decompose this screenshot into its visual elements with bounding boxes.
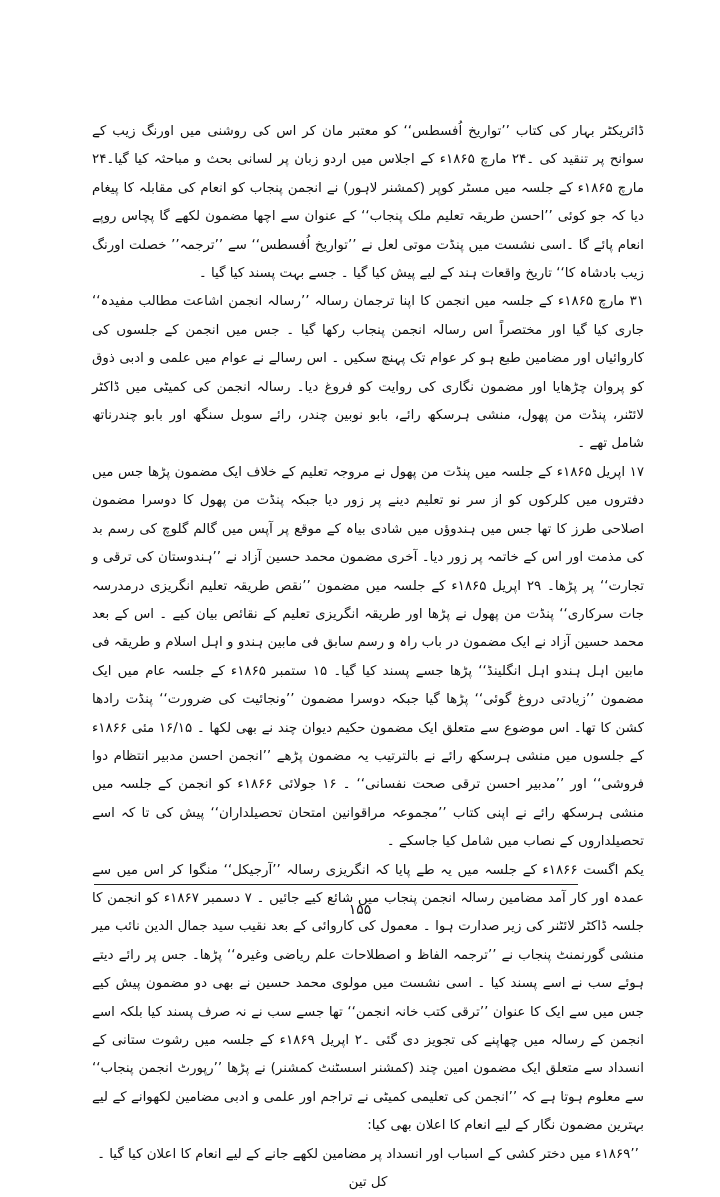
block-quote: ’’۱۸۶۹ء میں دختر کشی کے اسباب اور انسداد پر مضامین لکھے جانے کے لیے انعام کا اعلان کیا گیا ۔کل تین (97, 1146, 639, 1191)
footer-divider (94, 884, 578, 885)
paragraph-4: یکم اگست ۱۸۶۶ء کے جلسہ میں یہ طے پایا کہ انگریزی رسالہ ’’آرجیکل‘‘ منگوا کر اس میں سے عمدہ اور کار آمد مضامین رسالہ انجمن پنجاب میں شائع کیے جائیں ۔ ۷ دسمبر ۱۸۶۷ء کو انجمن کا جلسہ ڈاکٹر لائٹنر کی زیر صدارت ہوا ۔ معمول کی کاروائی کے بعد نقیب سید جمال الدین نائب میر منشی گورنمنٹ پنجاب نے ’’ترجمہ الفاظ و اصطلاحات علم ریاضی وغیرہ‘‘ پڑھا۔ جس پر رائے دیتے ہوئے سب نے اسے پسند کیا ۔ اسی نشست میں مولوی محمد حسین نے بھی دو مضمون پیش کیے جس میں سے ایک کا عنوان ’’ترقی کتب خانہ انجمن‘‘ تھا جسے سب نے نہ صرف پسند کیا بلکہ اسے انجمن کے رسالہ میں چھاپنے کی تجویز دی گئی ۔۲ اپریل ۱۸۶۹ء کے جلسہ میں رشوت ستانی کے انسداد سے متعلق ایک مضمون امین چند (کمشنر اسسٹنٹ کمشنر) نے پڑھا ’’رپورٹ انجمن پنجاب‘‘ سے معلوم ہوتا ہے کہ ’’انجمن کی تعلیمی کمیٹی نے تراجم اور علمی و ادبی مضامین لکھوانے کے لیے بہترین مضمون نگار کے لیے انعام کا اعلان بھی کیا: (92, 862, 644, 1134)
paragraph-1: ڈائریکٹر بہار کی کتاب ’’تواریخ اُفسطس‘‘ کو معتبر مان کر اس کی روشنی میں اورنگ زیب کے سوانح پر تنقید کی ۔۲۴ مارچ ۱۸۶۵ء کے اجلاس میں اردو زبان پر لسانی بحث و مباحثہ کیا گیا۔۲۴ مارچ ۱۸۶۵ء کے جلسہ میں مسٹر کوپر (کمشنر لاہور) نے انجمن پنجاب کو انعام کی مقابلہ کا پیغام دیا کہ جو کوئی ’’احسن طریقہ تعلیم ملک پنجاب‘‘ کے عنوان سے اچھا مضمون لکھے گا پچاس روپے انعام پائے گا ۔اسی نشست میں پنڈت موتی لعل نے ’’تواریخ اُفسطس‘‘ سے ’’ترجمہ’’ خصلت اورنگ زیب بادشاہ کا‘‘ تاریخ واقعات ہند کے لیے پیش کیا گیا ۔ جسے بہت پسند کیا گیا ۔ (92, 124, 644, 282)
paragraph-2: ۳۱ مارچ ۱۸۶۵ء کے جلسہ میں انجمن کا اپنا ترجمان رسالہ ’’رسالہ انجمن اشاعت مطالب مفیدہ‘‘ جاری کیا گیا اور مختصراً اس رسالہ انجمن پنجاب رکھا گیا ۔ جس میں انجمن کے جلسوں کی کاروائیاں اور مضامین طبع ہو کر عوام تک پہنچ سکیں ۔ اس رسالے نے عوام میں علمی و ادبی ذوق کو پروان چڑھایا اور مضمون نگاری کی روایت کو فروغ دیا۔ رسالہ انجمن کی کمیٹی میں ڈاکٹر لائٹنر، پنڈت من پھول، منشی ہرسکھ رائے، بابو نوبین چندر، رائے سوبل سنگھ اور بابو چندرناتھ شامل تھے ۔ (92, 294, 644, 452)
page-number: ۱۵۵ (348, 902, 372, 918)
paragraph-3: ۱۷ اپریل ۱۸۶۵ء کے جلسہ میں پنڈت من پھول نے مروجہ تعلیم کے خلاف ایک مضمون پڑھا جس میں دفتروں میں کلرکوں کو از سر نو تعلیم دینے پر زور دیا جبکہ پنڈت من پھول کا دوسرا مضمون اصلاحی طرز کا تھا جس میں ہندوؤں میں شادی بیاہ کے موقع پر آپس میں گالم گلوچ کی رسم بد کی مذمت اور اس کے خاتمہ پر زور دیا۔ آخری مضمون محمد حسین آزاد نے ’’ہندوستان کی ترقی و تجارت‘‘ پر پڑھا۔ ۲۹ اپریل ۱۸۶۵ء کے جلسہ میں مضمون ’’نقص طریقہ تعلیم انگریزی درمدرسہ جات سرکاری‘‘ پنڈت من پھول نے پڑھا اور طریقہ انگریزی تعلیم کے نقائص بیان کیے ۔ اس کے بعد محمد حسین آزاد نے ایک مضمون در باب راہ و رسم سابق فی مابین ہندو و اہل اسلام و طریقہ فی مابین اہل ہندو اہل انگلینڈ‘‘ پڑھا جسے پسند کیا گیا۔ ۱۵ ستمبر ۱۸۶۵ء کے جلسہ عام میں ایک مضمون ’’زیادتی دروغ گوئی‘‘ پڑھا گیا جبکہ دوسرا مضمون ’’ونجائیت کی ضرورت‘‘ پنڈت رادھا کشن کا تھا۔ اس موضوع سے متعلق ایک مضمون حکیم دیوان چند نے بھی لکھا ۔ ۱۶/۱۵ مئی ۱۸۶۶ء کے جلسوں میں منشی ہرسکھ رائے نے بالترتیب یہ مضمون پڑھے ’’انجمن احسن مدبیر انتظام دوا فروشی‘‘ اور ’’مدبیر احسن ترقی صحت نفسانی‘‘ ۔ ۱۶ جولائی ۱۸۶۶ء کو انجمن کے جلسہ میں منشی ہرسکھ رائے نے اپنی کتاب ’’مجموعہ مراقوانین امتحان تحصیلداران‘‘ پیش کی تا کہ اسے تحصیلداروں کے نصاب میں شامل کیا جاسکے ۔ (92, 464, 645, 850)
body-text (92, 118, 644, 1197)
